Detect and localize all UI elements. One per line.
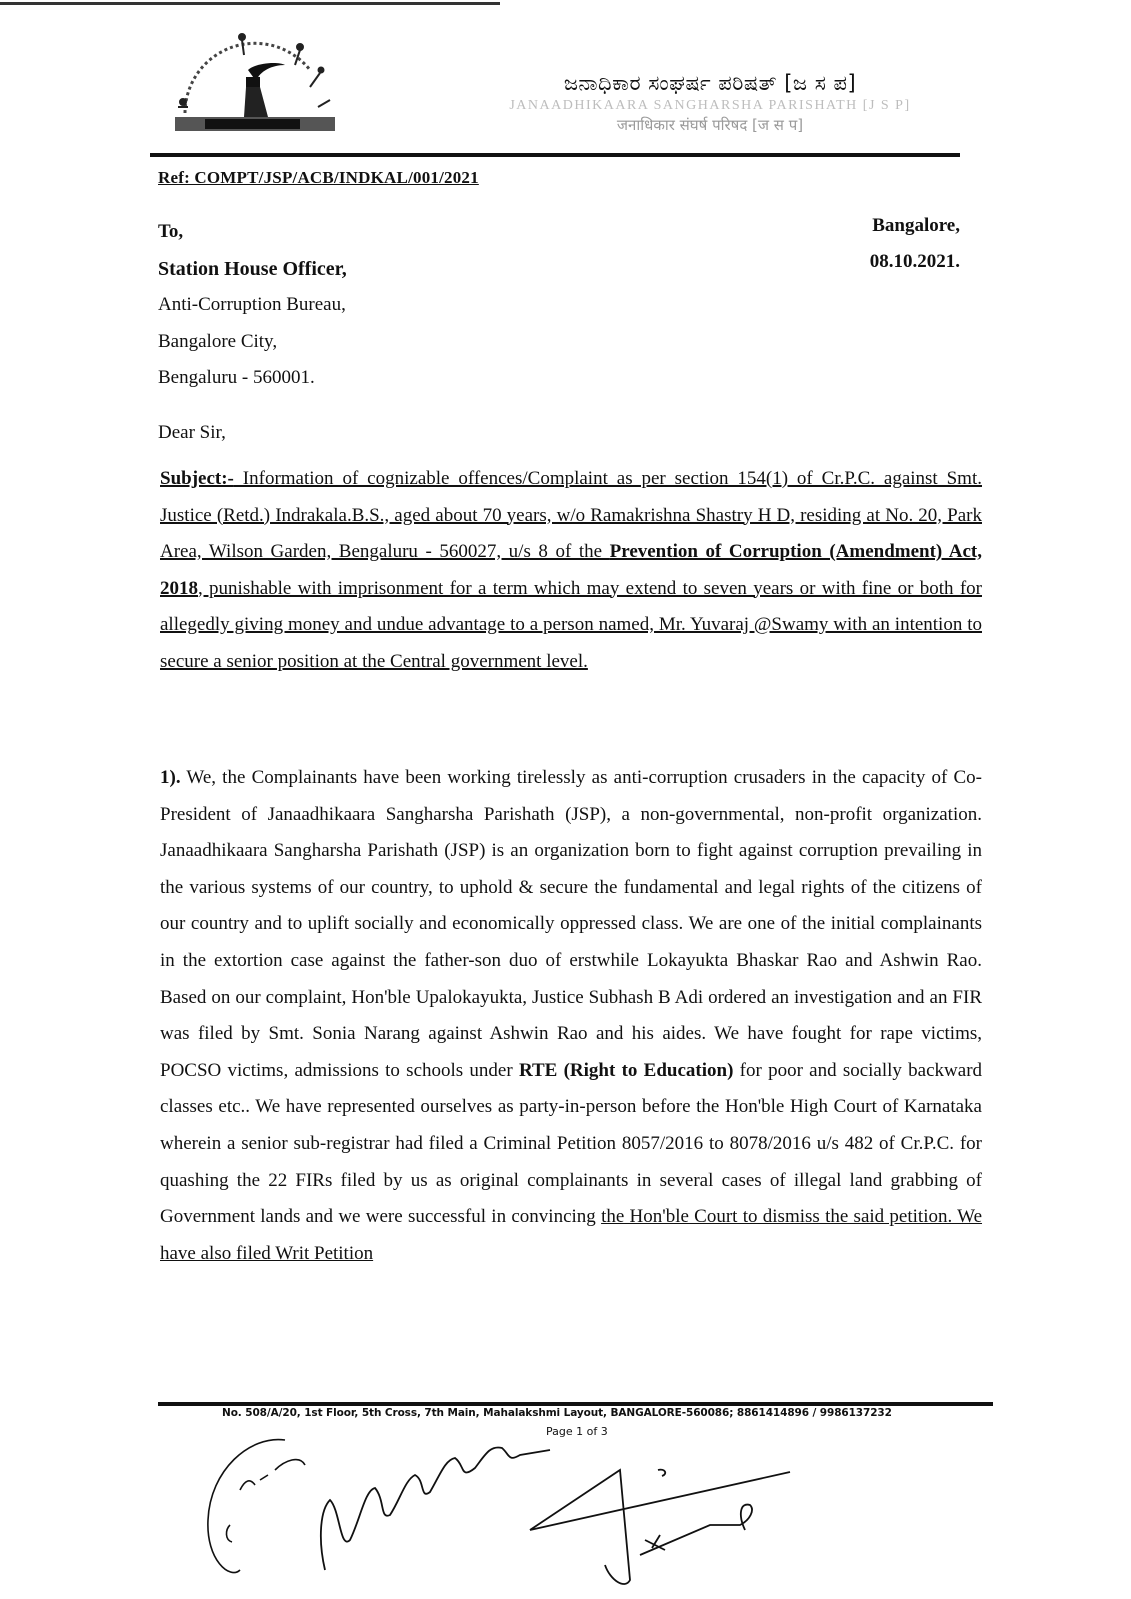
to-label: To, — [158, 221, 184, 242]
reference-number: Ref: COMPT/JSP/ACB/INDKAL/001/2021 — [158, 168, 479, 187]
footer-divider — [158, 1402, 993, 1406]
organization-name — [450, 71, 970, 135]
torch-emblem-icon — [160, 25, 345, 140]
subject-act-name: Prevention of Corruption (Amendment) Act, 2018 — [160, 541, 982, 599]
recipient-pincode: Bengaluru - 560001. — [158, 367, 315, 388]
header-divider — [150, 153, 960, 157]
page-number: Page 1 of 3 — [546, 1425, 608, 1438]
recipient-office: Anti-Corruption Bureau, — [158, 294, 346, 315]
subject-text-1: Information of cognizable offences/Complaint as per section 154(1) of Cr.P.C. against Smt. Justice (Retd.) Indrakala.B.S., aged about 70 years, w/o Ramakrishna Shastry H D, residing at No. 20, Park Area, Wilson Garden, Bengaluru - 560027, u/s 8 of the — [160, 468, 982, 562]
paragraph-text-1: We, the Complainants have been working tirelessly as anti-corruption crusaders in the capacity of Co-President of Janaadhikaara Sangharsha Parishath (JSP), a non-governmental, non-profit organization. Janaadhikaara Sangharsha Parishath (JSP) is an organization born to fight against corruption prevailing in the various systems of our country, to uphold & secure the fundamental and legal rights of the citizens of our country and to uplift socially and economically oppressed class. We are one of the initial complainants in the extortion case against the father-son duo of erstwhile Lokayukta Bhaskar Rao and Ashwin Rao. Based on our complaint, Hon'ble Upalokayukta, Justice Subhash B Adi ordered an investigation and an FIR was filed by Smt. Sonia Narang against Ashwin Rao and his aides. We have fought for rape victims, POCSO victims, admissions to schools under — [160, 767, 982, 1081]
signatures — [190, 1430, 810, 1599]
subject-label: Subject:- — [160, 468, 234, 489]
paragraph-text-2: for poor and socially backward classes etc.. We have represented ourselves as party-in-person before the Hon'ble High Court of Karnataka wherein a senior sub-registrar had filed a Criminal Petition 8057/2016 to 8078/2016 u/s 482 of Cr.P.C. for quashing the 22 FIRs filed by us as original complainants in several cases of illegal land grabbing of Government lands and we were successful in convincing — [160, 1059, 983, 1228]
place-and-date — [870, 208, 960, 280]
paragraph-underlined-text: the Hon'ble Court to dismiss the said petition. We have also filed Writ Petition — [160, 1206, 983, 1264]
date: 08.10.2021. — [869, 251, 960, 272]
place: Bangalore, — [872, 215, 960, 236]
recipient-city: Bangalore City, — [158, 330, 278, 352]
rte-bold-text: RTE (Right to Education) — [518, 1059, 734, 1081]
scan-top-edge-line — [0, 2, 500, 5]
signature-1-icon — [208, 1440, 305, 1573]
recipient-address — [158, 214, 347, 397]
recipient-title: Station House Officer, — [158, 257, 347, 280]
org-name-hindi: जनाधिकार संघर्ष परिषद [ज स प] — [616, 116, 804, 134]
org-name-english: JANAADHIKAARA SANGHARSHA PARISHATH [J S P] — [509, 98, 911, 113]
paragraph-number: 1). — [160, 767, 181, 788]
footer-address: No. 508/A/20, 1st Floor, 5th Cross, 7th Main, Mahalakshmi Layout, BANGALORE-560086; 8861414896 / 9986137232 — [222, 1407, 892, 1419]
greeting: Dear Sir, — [158, 422, 226, 443]
subject-text-2: , punishable with imprisonment for a term which may extend to seven years or with fine or both for allegedly giving money and undue advantage to a person named, Mr. Yuvaraj @Swamy with an intention to secure a senior position at the Central government level. — [160, 577, 982, 672]
paragraph-1 — [160, 760, 982, 1272]
signature-2-icon — [321, 1447, 550, 1570]
letterhead — [150, 25, 960, 155]
subject-block — [160, 461, 982, 680]
org-name-kannada: ಜನಾಧಿಕಾರ ಸಂಘರ್ಷ ಪರಿಷತ್ [ಜ ಸ ಪ] — [563, 71, 857, 95]
signature-3-icon — [530, 1470, 790, 1584]
